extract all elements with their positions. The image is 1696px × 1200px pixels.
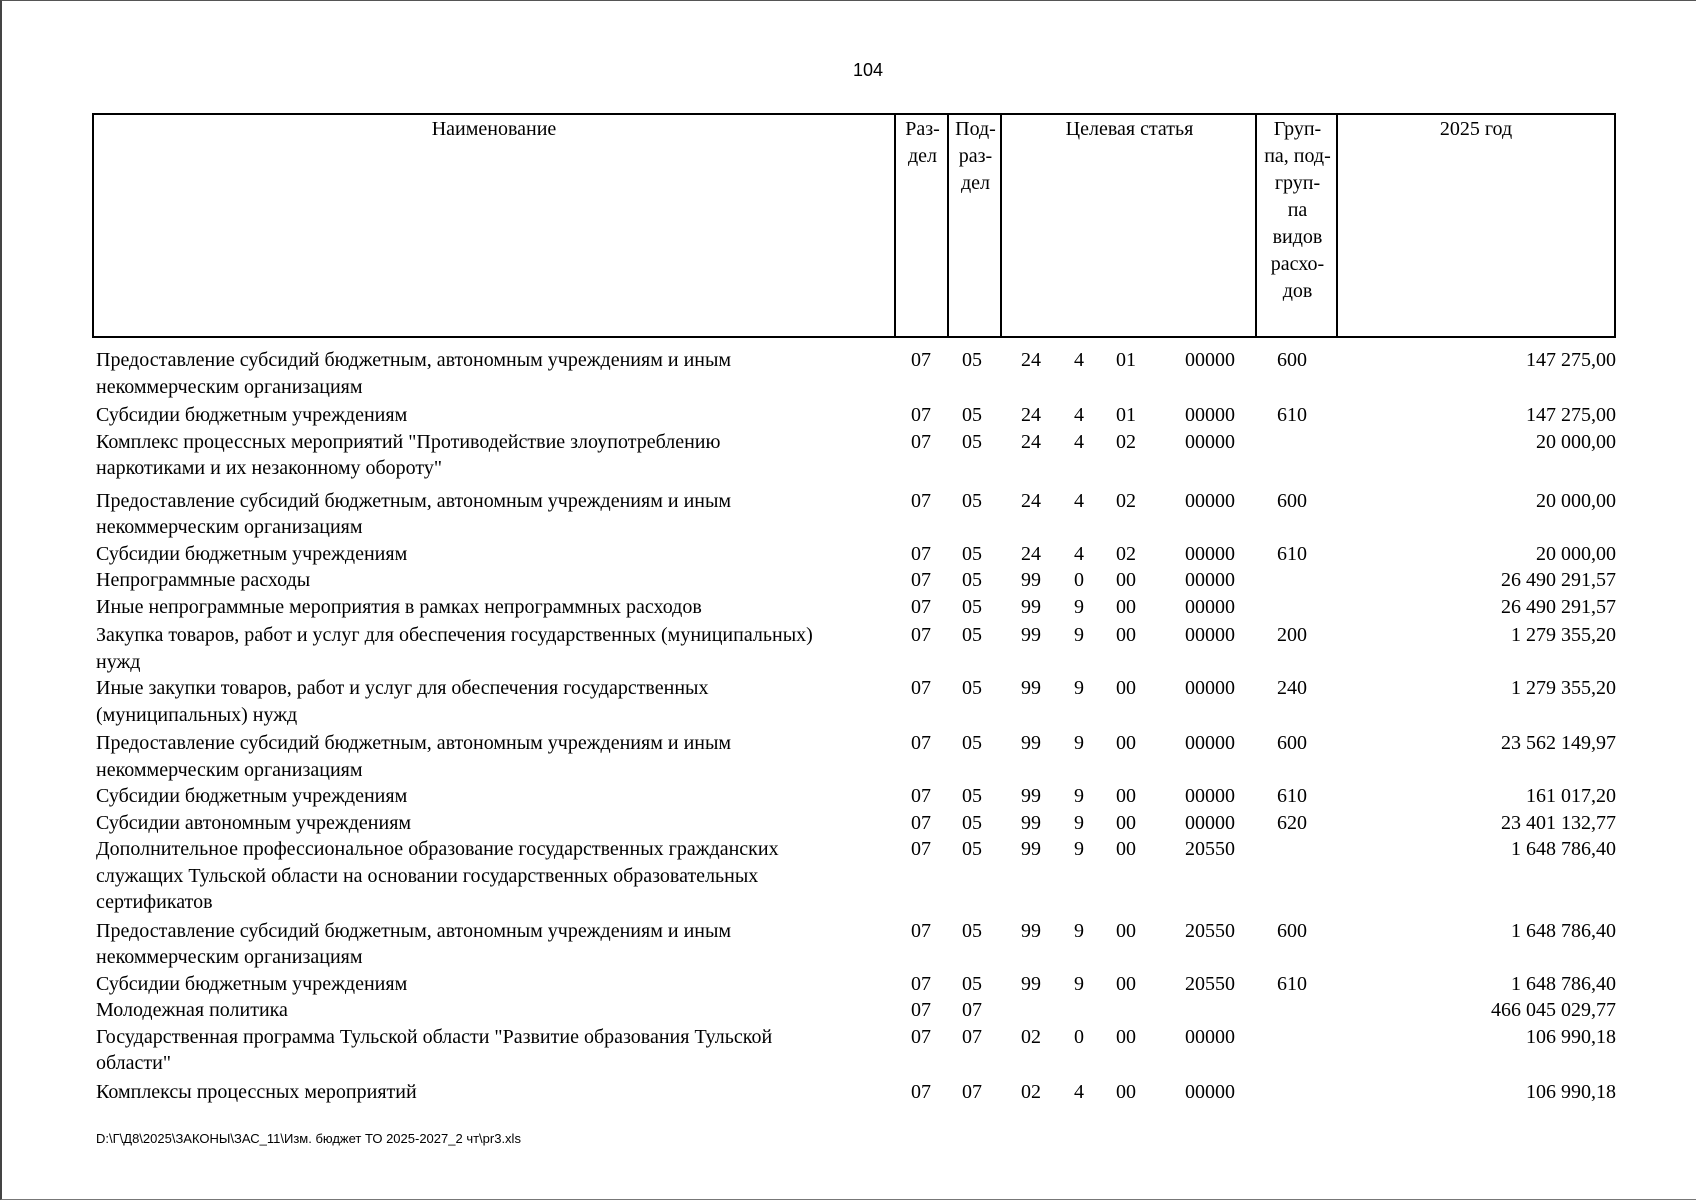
row-vr: 610 (1277, 542, 1307, 565)
row-c1: 99 (1021, 624, 1041, 646)
row-pr: 05 (962, 811, 982, 834)
row-pr: 05 (962, 489, 982, 512)
row-pr: 05 (962, 404, 982, 426)
row-c4: 00000 (1185, 569, 1235, 591)
row-c4: 20550 (1185, 972, 1235, 995)
row-amount: 20 000,00 (1536, 489, 1616, 512)
row-name-line: Предоставление субсидий бюджетным, автономным учреждениям и иным (96, 919, 732, 942)
row-c1: 02 (1021, 1025, 1041, 1048)
row-c4: 00000 (1185, 785, 1235, 807)
header-razdel: Раз- дел (894, 115, 949, 336)
row-c3: 02 (1116, 430, 1136, 453)
row-amount: 1 648 786,40 (1511, 972, 1616, 995)
row-c2: 9 (1074, 677, 1084, 699)
row-vr: 240 (1277, 677, 1307, 699)
row-rz: 07 (911, 972, 931, 995)
row-rz: 07 (911, 489, 931, 512)
row-name (92, 347, 892, 400)
row-c2: 9 (1074, 838, 1084, 860)
table-header (92, 113, 1616, 338)
row-c3: 02 (1116, 542, 1136, 565)
row-amount: 147 275,00 (1526, 404, 1616, 426)
row-c3: 00 (1116, 919, 1136, 942)
table-row (92, 836, 1616, 916)
row-amount: 20 000,00 (1536, 542, 1616, 565)
row-name (92, 783, 892, 810)
row-c4: 00000 (1185, 677, 1235, 699)
row-name-line: некоммерческим организациям (96, 946, 363, 968)
row-c2: 4 (1074, 542, 1084, 565)
row-c3: 00 (1116, 838, 1136, 860)
row-vr: 610 (1277, 404, 1307, 426)
row-c4: 00000 (1185, 542, 1235, 565)
row-c2: 9 (1074, 785, 1084, 807)
row-pr: 05 (962, 569, 982, 591)
row-vr: 600 (1277, 349, 1307, 371)
row-name-line: Государственная программа Тульской области "Развитие образования Тульской (96, 1025, 773, 1048)
row-c3: 01 (1116, 349, 1136, 371)
row-c1: 99 (1021, 811, 1041, 834)
row-c3: 00 (1116, 595, 1136, 618)
row-c4: 00000 (1185, 811, 1235, 834)
row-c4: 00000 (1185, 595, 1235, 618)
table-row (92, 567, 1616, 594)
row-pr: 05 (962, 919, 982, 942)
row-amount: 1 648 786,40 (1511, 919, 1616, 942)
row-c4: 00000 (1185, 1080, 1235, 1103)
row-name (92, 1024, 892, 1077)
row-c4: 00000 (1185, 430, 1235, 453)
row-amount: 147 275,00 (1526, 349, 1616, 371)
table-row (92, 429, 1616, 482)
row-pr: 05 (962, 972, 982, 995)
row-pr: 05 (962, 430, 982, 453)
row-c4: 00000 (1185, 1025, 1235, 1048)
header-name: Наименование (431, 118, 557, 140)
row-rz: 07 (911, 569, 931, 591)
table-row (92, 541, 1616, 568)
row-c1: 99 (1021, 785, 1041, 807)
row-c4: 00000 (1185, 489, 1235, 512)
row-amount: 466 045 029,77 (1491, 999, 1616, 1021)
row-vr: 600 (1277, 732, 1307, 754)
row-name-line: некоммерческим организациям (96, 758, 363, 781)
row-pr: 05 (962, 542, 982, 565)
row-c3: 00 (1116, 1080, 1136, 1103)
row-name (92, 971, 892, 998)
header-expense-group: Груп- па, под- груп- па видов расхо- дов (1255, 115, 1338, 336)
row-c1: 02 (1021, 1080, 1041, 1103)
row-c1: 99 (1021, 595, 1041, 618)
row-amount: 23 562 149,97 (1501, 732, 1616, 754)
row-name (92, 594, 892, 621)
row-name-line: (муниципальных) нужд (96, 703, 298, 726)
row-c3: 00 (1116, 677, 1136, 699)
row-c1: 99 (1021, 569, 1041, 591)
row-rz: 07 (911, 542, 931, 565)
row-c1: 99 (1021, 919, 1041, 942)
row-pr: 05 (962, 838, 982, 860)
row-amount: 26 490 291,57 (1501, 595, 1616, 618)
table-row (92, 918, 1616, 971)
row-name-line: Субсидии бюджетным учреждениям (96, 785, 408, 807)
row-pr: 05 (962, 732, 982, 754)
row-c1: 24 (1021, 349, 1041, 371)
row-c1: 24 (1021, 489, 1041, 512)
row-vr: 610 (1277, 972, 1307, 995)
row-name (92, 918, 892, 971)
row-rz: 07 (911, 624, 931, 646)
row-c4: 20550 (1185, 838, 1235, 860)
table-row (92, 675, 1616, 728)
row-pr: 05 (962, 595, 982, 618)
row-c3: 01 (1116, 404, 1136, 426)
row-name-line: Иные закупки товаров, работ и услуг для обеспечения государственных (96, 677, 709, 699)
row-vr: 610 (1277, 785, 1307, 807)
row-c2: 4 (1074, 349, 1084, 371)
row-c2: 0 (1074, 1025, 1084, 1048)
row-rz: 07 (911, 919, 931, 942)
row-name-line: Иные непрограммные мероприятия в рамках непрограммных расходов (96, 595, 702, 618)
table-row (92, 997, 1616, 1024)
row-rz: 07 (911, 1025, 931, 1048)
row-amount: 1 648 786,40 (1511, 838, 1616, 860)
row-c4: 00000 (1185, 404, 1235, 426)
row-c2: 0 (1074, 569, 1084, 591)
row-vr: 620 (1277, 811, 1307, 834)
table-row (92, 810, 1616, 837)
row-amount: 106 990,18 (1526, 1025, 1616, 1048)
row-amount: 1 279 355,20 (1511, 677, 1616, 699)
row-rz: 07 (911, 677, 931, 699)
row-name (92, 1079, 892, 1106)
row-name-line: Субсидии бюджетным учреждениям (96, 404, 408, 426)
row-rz: 07 (911, 1080, 931, 1103)
row-c1: 24 (1021, 542, 1041, 565)
row-name (92, 429, 892, 482)
row-rz: 07 (911, 838, 931, 860)
table-row (92, 1024, 1616, 1077)
row-name-line: Непрограммные расходы (96, 569, 311, 591)
row-name-line: Предоставление субсидий бюджетным, автономным учреждениям и иным (96, 489, 732, 512)
row-rz: 07 (911, 595, 931, 618)
row-pr: 05 (962, 349, 982, 371)
table-row (92, 1079, 1616, 1106)
table-body (92, 347, 1616, 1105)
row-rz: 07 (911, 811, 931, 834)
row-name-line: Дополнительное профессиональное образование государственных гражданских (96, 838, 779, 860)
row-rz: 07 (911, 404, 931, 426)
row-name (92, 567, 892, 594)
row-pr: 05 (962, 677, 982, 699)
row-pr: 07 (962, 1025, 982, 1048)
row-c3: 02 (1116, 489, 1136, 512)
row-amount: 161 017,20 (1526, 785, 1616, 807)
row-c2: 4 (1074, 1080, 1084, 1103)
table-row (92, 730, 1616, 783)
row-name (92, 810, 892, 837)
table-row (92, 971, 1616, 998)
row-c3: 00 (1116, 785, 1136, 807)
row-c3: 00 (1116, 1025, 1136, 1048)
row-name (92, 402, 892, 429)
row-c3: 00 (1116, 972, 1136, 995)
row-name-line: области" (96, 1052, 172, 1074)
row-name-line: Закупка товаров, работ и услуг для обеспечения государственных (муниципальных) (96, 624, 813, 646)
row-c2: 9 (1074, 732, 1084, 754)
row-name-line: некоммерческим организациям (96, 375, 363, 398)
row-rz: 07 (911, 732, 931, 754)
header-target-article: Целевая статья (1000, 115, 1257, 336)
row-vr: 600 (1277, 489, 1307, 512)
row-c1: 99 (1021, 732, 1041, 754)
row-name-line: Субсидии бюджетным учреждениям (96, 972, 408, 995)
table-row (92, 488, 1616, 541)
row-amount: 23 401 132,77 (1501, 811, 1616, 834)
budget-table (92, 113, 1616, 1105)
row-c4: 00000 (1185, 349, 1235, 371)
row-c1: 24 (1021, 404, 1041, 426)
header-year: 2025 год (1336, 115, 1614, 336)
row-name-line: Предоставление субсидий бюджетным, автономным учреждениям и иным (96, 349, 732, 371)
row-name-line: Комплекс процессных мероприятий "Противодействие злоупотреблению (96, 430, 721, 453)
row-amount: 1 279 355,20 (1511, 624, 1616, 646)
row-rz: 07 (911, 430, 931, 453)
row-name (92, 675, 892, 728)
row-amount: 20 000,00 (1536, 430, 1616, 453)
row-vr: 200 (1277, 624, 1307, 646)
row-c2: 9 (1074, 595, 1084, 618)
row-rz: 07 (911, 999, 931, 1021)
row-name-line: Субсидии автономным учреждениям (96, 811, 412, 834)
page-number: 104 (852, 60, 884, 80)
row-c1: 99 (1021, 838, 1041, 860)
header-podrazdel: Под- раз- дел (947, 115, 1002, 336)
row-name-line: Предоставление субсидий бюджетным, автономным учреждениям и иным (96, 732, 732, 754)
row-name-line: некоммерческим организациям (96, 516, 363, 538)
row-c2: 9 (1074, 972, 1084, 995)
row-c1: 24 (1021, 430, 1041, 453)
table-row (92, 622, 1616, 675)
row-c2: 9 (1074, 919, 1084, 942)
row-name (92, 488, 892, 541)
table-row (92, 347, 1616, 400)
row-vr: 600 (1277, 919, 1307, 942)
row-name-line: Молодежная политика (96, 999, 288, 1021)
row-c3: 00 (1116, 811, 1136, 834)
row-name (92, 541, 892, 568)
row-c3: 00 (1116, 732, 1136, 754)
row-c4: 00000 (1185, 732, 1235, 754)
table-row (92, 783, 1616, 810)
row-c2: 4 (1074, 489, 1084, 512)
row-amount: 26 490 291,57 (1501, 569, 1616, 591)
row-name (92, 622, 892, 675)
row-c3: 00 (1116, 569, 1136, 591)
row-name-line: служащих Тульской области на основании государственных образовательных (96, 864, 759, 887)
table-row (92, 402, 1616, 429)
row-c2: 9 (1074, 624, 1084, 646)
file-path: D:\Г\Д8\2025\ЗАКОНЫ\ЗАС_11\Изм. бюджет ТО 2025-2027_2 чт\pr3.xls (96, 1131, 521, 1146)
row-rz: 07 (911, 349, 931, 371)
row-name (92, 836, 892, 916)
row-c1: 99 (1021, 677, 1041, 699)
row-c2: 9 (1074, 811, 1084, 834)
row-pr: 05 (962, 624, 982, 646)
row-pr: 07 (962, 999, 982, 1021)
row-rz: 07 (911, 785, 931, 807)
row-name-line: сертификатов (96, 891, 213, 913)
row-amount: 106 990,18 (1526, 1080, 1616, 1103)
row-c4: 00000 (1185, 624, 1235, 646)
row-c2: 4 (1074, 430, 1084, 453)
row-name-line: наркотиками и их незаконному обороту" (96, 457, 443, 479)
row-pr: 05 (962, 785, 982, 807)
row-pr: 07 (962, 1080, 982, 1103)
row-name (92, 730, 892, 783)
row-name-line: Комплексы процессных мероприятий (96, 1080, 417, 1103)
row-c1: 99 (1021, 972, 1041, 995)
row-name-line: Субсидии бюджетным учреждениям (96, 542, 408, 565)
row-name-line: нужд (96, 650, 141, 673)
row-c2: 4 (1074, 404, 1084, 426)
row-c4: 20550 (1185, 919, 1235, 942)
row-c3: 00 (1116, 624, 1136, 646)
row-name (92, 997, 892, 1024)
table-row (92, 594, 1616, 621)
